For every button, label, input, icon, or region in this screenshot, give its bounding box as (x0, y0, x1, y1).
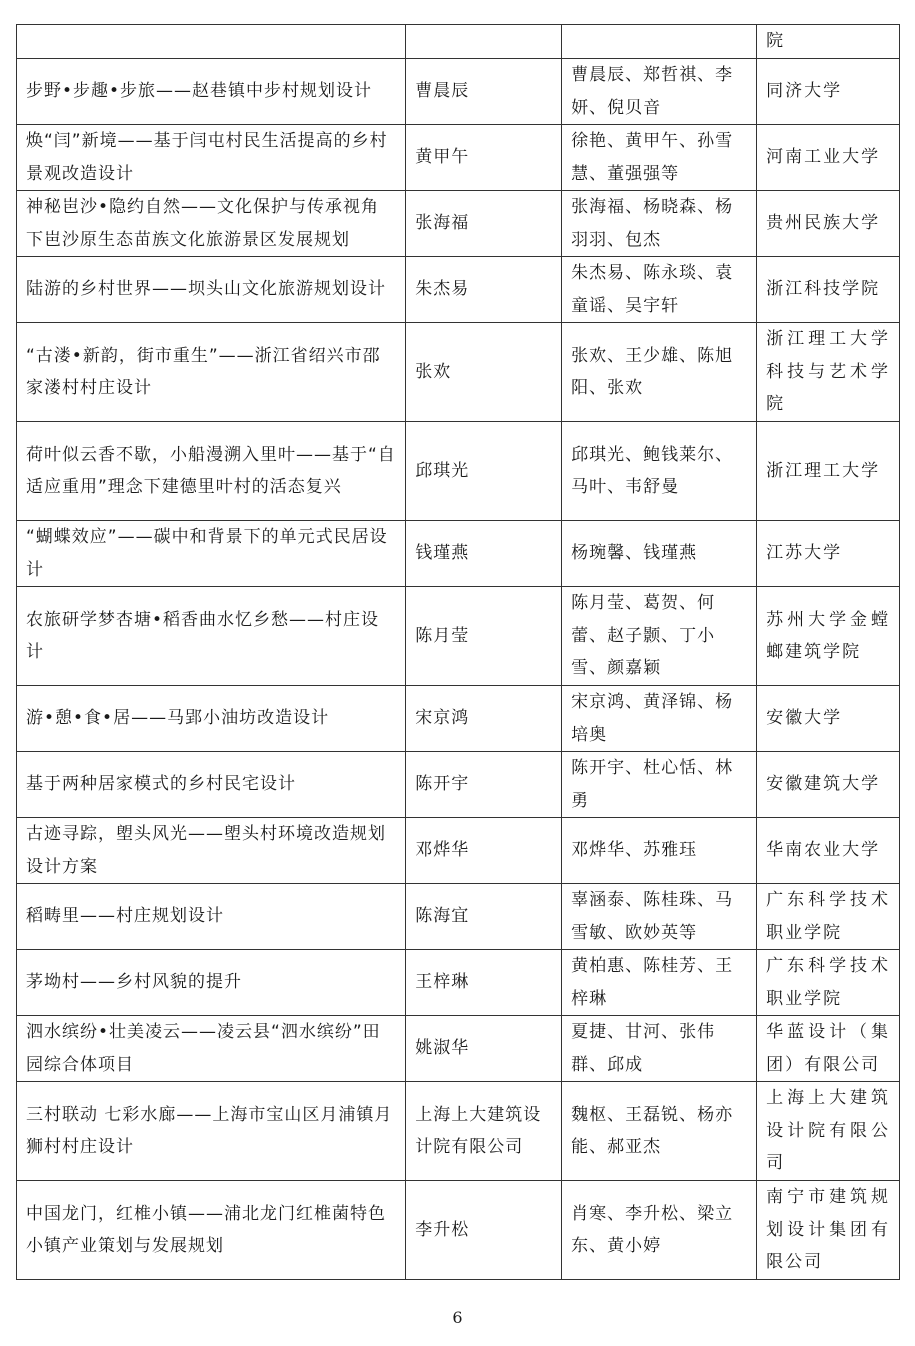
members-cell: 曹晨辰、郑哲祺、李妍、倪贝音 (562, 59, 757, 125)
unit-cell: 浙江科技学院 (757, 257, 900, 323)
project-title-cell: 农旅研学梦杏塘•稻香曲水忆乡愁——村庄设计 (17, 587, 406, 686)
leader-cell (406, 25, 562, 59)
leader-cell: 黄甲午 (406, 125, 562, 191)
project-title-cell: 三村联动 七彩水廊——上海市宝山区月浦镇月狮村村庄设计 (17, 1082, 406, 1181)
table-row (17, 125, 900, 191)
unit-cell: 华南农业大学 (757, 818, 900, 884)
unit-cell: 安徽大学 (757, 686, 900, 752)
table-row (17, 422, 900, 521)
members-cell: 邓烨华、苏雅珏 (562, 818, 757, 884)
leader-cell: 钱瑾燕 (406, 521, 562, 587)
members-cell: 肖寒、李升松、梁立东、黄小婷 (562, 1181, 757, 1280)
leader-cell: 姚淑华 (406, 1016, 562, 1082)
leader-cell: 邓烨华 (406, 818, 562, 884)
project-title-cell: 稻畴里——村庄规划设计 (17, 884, 406, 950)
unit-cell: 同济大学 (757, 59, 900, 125)
project-title-cell: “古溇•新韵，街市重生”——浙江省绍兴市邵家溇村村庄设计 (17, 323, 406, 422)
members-cell: 杨琬馨、钱瑾燕 (562, 521, 757, 587)
members-cell: 徐艳、黄甲午、孙雪慧、董强强等 (562, 125, 757, 191)
members-cell: 黄柏惠、陈桂芳、王梓琳 (562, 950, 757, 1016)
table-row (17, 587, 900, 686)
leader-cell: 王梓琳 (406, 950, 562, 1016)
leader-cell: 邱琪光 (406, 422, 562, 521)
leader-cell: 曹晨辰 (406, 59, 562, 125)
unit-cell: 江苏大学 (757, 521, 900, 587)
members-cell: 宋京鸿、黄泽锦、杨培奥 (562, 686, 757, 752)
leader-cell: 张欢 (406, 323, 562, 422)
project-title-cell: 中国龙门，红椎小镇——浦北龙门红椎菌特色小镇产业策划与发展规划 (17, 1181, 406, 1280)
project-title-cell: 荷叶似云香不歇，小船漫溯入里叶——基于“自适应重用”理念下建德里叶村的活态复兴 (17, 422, 406, 521)
table-row (17, 1016, 900, 1082)
table-row (17, 521, 900, 587)
project-title-cell (17, 25, 406, 59)
project-title-cell: 步野•步趣•步旅——赵巷镇中步村规划设计 (17, 59, 406, 125)
project-title-cell: 茅坳村——乡村风貌的提升 (17, 950, 406, 1016)
project-title-cell: 泗水缤纷•壮美凌云——凌云县“泗水缤纷”田园综合体项目 (17, 1016, 406, 1082)
unit-cell: 南宁市建筑规划设计集团有限公司 (757, 1181, 900, 1280)
leader-cell: 陈月莹 (406, 587, 562, 686)
page-number: 6 (452, 1308, 463, 1327)
table-row (17, 686, 900, 752)
project-title-cell: 古迹寻踪，塱头风光——塱头村环境改造规划设计方案 (17, 818, 406, 884)
table-row (17, 752, 900, 818)
members-cell: 辜涵泰、陈桂珠、马雪敏、欧妙英等 (562, 884, 757, 950)
members-cell: 邱琪光、鲍钱莱尔、马叶、韦舒曼 (562, 422, 757, 521)
table-row (17, 191, 900, 257)
members-cell: 魏枢、王磊锐、杨亦能、郝亚杰 (562, 1082, 757, 1181)
project-title-cell: “蝴蝶效应”——碳中和背景下的单元式民居设计 (17, 521, 406, 587)
table-row (17, 59, 900, 125)
unit-cell: 广东科学技术职业学院 (757, 884, 900, 950)
unit-cell: 浙江理工大学科技与艺术学院 (757, 323, 900, 422)
leader-cell: 陈海宜 (406, 884, 562, 950)
members-cell: 朱杰易、陈永琰、袁童谣、吴宇轩 (562, 257, 757, 323)
members-cell: 陈开宇、杜心恬、林勇 (562, 752, 757, 818)
members-cell: 张欢、王少雄、陈旭阳、张欢 (562, 323, 757, 422)
leader-cell: 李升松 (406, 1181, 562, 1280)
unit-cell: 贵州民族大学 (757, 191, 900, 257)
table-row (17, 1082, 900, 1181)
leader-cell: 陈开宇 (406, 752, 562, 818)
table-row (17, 818, 900, 884)
project-title-cell: 基于两种居家模式的乡村民宅设计 (17, 752, 406, 818)
leader-cell: 张海福 (406, 191, 562, 257)
unit-cell: 苏州大学金螳螂建筑学院 (757, 587, 900, 686)
project-title-cell: 焕“闫”新境——基于闫屯村民生活提高的乡村景观改造设计 (17, 125, 406, 191)
unit-cell: 安徽建筑大学 (757, 752, 900, 818)
members-cell: 夏捷、甘河、张伟群、邱成 (562, 1016, 757, 1082)
unit-cell: 院 (757, 25, 900, 59)
awards-table (16, 24, 900, 1280)
members-cell (562, 25, 757, 59)
project-title-cell: 陆游的乡村世界——坝头山文化旅游规划设计 (17, 257, 406, 323)
project-title-cell: 游•憩•食•居——马郢小油坊改造设计 (17, 686, 406, 752)
table-row (17, 1181, 900, 1280)
project-title-cell: 神秘岜沙•隐约自然——文化保护与传承视角下岜沙原生态苗族文化旅游景区发展规划 (17, 191, 406, 257)
table-row (17, 884, 900, 950)
members-cell: 张海福、杨晓森、杨羽羽、包杰 (562, 191, 757, 257)
members-cell: 陈月莹、葛贺、何蕾、赵子颢、丁小雪、颜嘉颖 (562, 587, 757, 686)
table-row (17, 950, 900, 1016)
table-row (17, 25, 900, 59)
unit-cell: 浙江理工大学 (757, 422, 900, 521)
leader-cell: 朱杰易 (406, 257, 562, 323)
table-row (17, 323, 900, 422)
unit-cell: 河南工业大学 (757, 125, 900, 191)
leader-cell: 上海上大建筑设计院有限公司 (406, 1082, 562, 1181)
unit-cell: 广东科学技术职业学院 (757, 950, 900, 1016)
unit-cell: 上海上大建筑设计院有限公司 (757, 1082, 900, 1181)
unit-cell: 华蓝设计（集团）有限公司 (757, 1016, 900, 1082)
table-row (17, 257, 900, 323)
leader-cell: 宋京鸿 (406, 686, 562, 752)
